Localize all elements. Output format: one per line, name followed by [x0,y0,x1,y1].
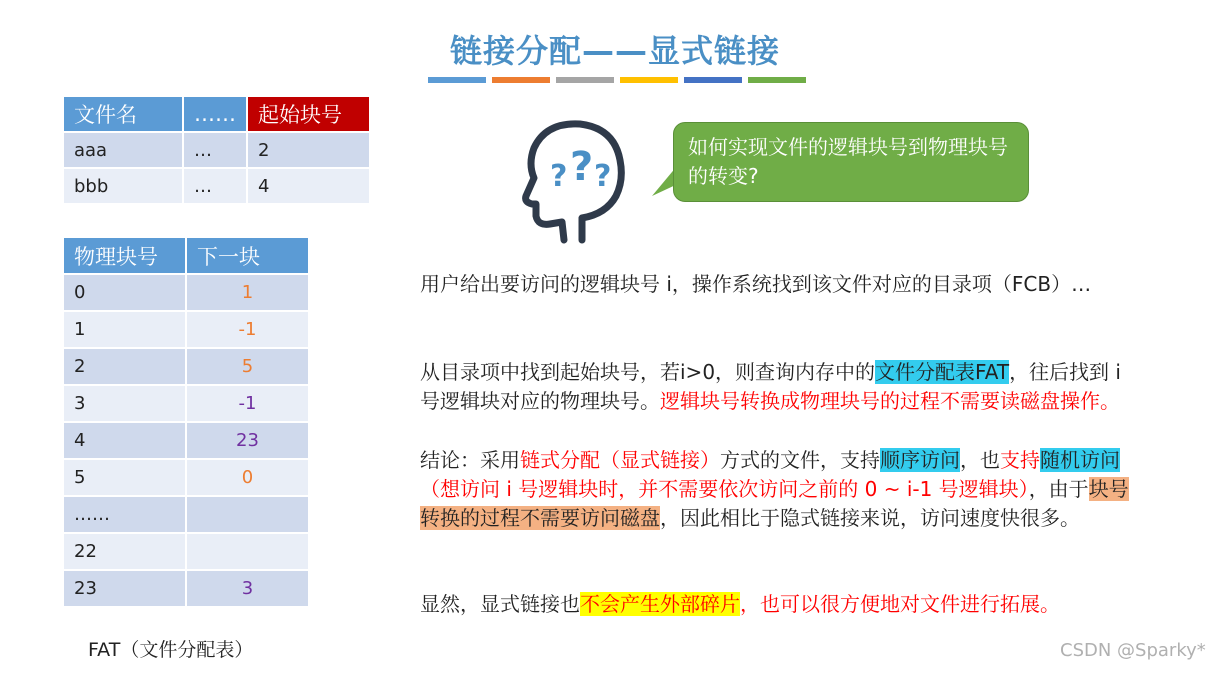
text-span: ，也 [960,448,1000,472]
cell-ellipsis: … [183,132,247,168]
highlight-no-fragment: 不会产生外部碎片 [580,592,740,616]
text-span: ，往后找到 i 号逻辑块对应的物理块号。 [420,360,1121,413]
header-ellipsis: …… [183,96,247,132]
paragraph-4 [420,590,1142,619]
text-span: 显然，显式链接也 [420,592,580,616]
cell-block: 23 [63,570,186,607]
table-row [63,348,309,385]
header-next-block: 下一块 [186,237,309,274]
cell-next: 3 [186,570,309,607]
cell-next: 0 [186,459,309,496]
cell-filename: aaa [63,132,183,168]
table-row [63,385,309,422]
svg-text:?: ? [570,144,594,190]
cell-block: 22 [63,533,186,570]
red-text: 支持 [1000,448,1040,472]
table-row [63,274,309,311]
cell-start-block: 4 [247,168,370,204]
red-text: 逻辑块号转换成物理块号的过程不需要读磁盘操作。 [660,389,1120,413]
cell-block: 0 [63,274,186,311]
highlight-no-disk: 块号转换的过程不需要访问磁盘 [420,477,1129,530]
paragraph-3 [420,446,1142,533]
red-text: （想访问 i 号逻辑块时，并不需要依次访问之前的 0 ~ i-1 号逻辑块） [420,477,1029,501]
fat-caption: FAT（文件分配表） [88,639,254,661]
highlight-sequential: 顺序访问 [880,448,960,472]
cell-block: 2 [63,348,186,385]
highlight-fat: 文件分配表FAT [875,360,1010,384]
cell-next: -1 [186,385,309,422]
thinking-head-question-icon [520,118,640,248]
cell-next: 23 [186,422,309,459]
text-span: ，由于 [1028,477,1089,501]
watermark: CSDN @Sparky* [1060,640,1206,661]
page-title: 链接分配——显式链接 [449,32,780,70]
stripe-segment [620,77,678,83]
table-row [63,422,309,459]
header-physical-block: 物理块号 [63,237,186,274]
paragraph-2 [420,358,1142,416]
cell-next: 1 [186,274,309,311]
header-start-block: 起始块号 [247,96,370,132]
cell-block: 5 [63,459,186,496]
cell-block: 1 [63,311,186,348]
speech-bubble: 如何实现文件的逻辑块号到物理块号的转变? [673,122,1029,202]
cell-block: …… [63,496,186,533]
table-row [63,496,309,533]
stripe-segment [428,77,486,83]
cell-ellipsis: … [183,168,247,204]
red-text: ，也可以很方便地对文件进行拓展。 [740,592,1060,616]
table-row [63,570,309,607]
table-row [63,459,309,496]
cell-next [186,533,309,570]
header-filename: 文件名 [63,96,183,132]
highlight-random: 随机访问 [1040,448,1120,472]
cell-start-block: 2 [247,132,370,168]
text-span: 结论：采用 [420,448,520,472]
stripe-segment [748,77,806,83]
cell-filename: bbb [63,168,183,204]
cell-block: 4 [63,422,186,459]
table-row [63,533,309,570]
table-row [63,168,370,204]
title-underline-stripes [428,77,806,83]
svg-text:?: ? [594,159,612,194]
text-span: 从目录项中找到起始块号，若i>0，则查询内存中的 [420,360,876,384]
text-span: ，因此相比于隐式链接来说，访问速度快很多。 [660,506,1080,530]
directory-table [62,95,371,205]
cell-next: 5 [186,348,309,385]
paragraph-1: 用户给出要访问的逻辑块号 i，操作系统找到该文件对应的目录项（FCB）… [420,272,1092,296]
red-text: 链式分配（显式链接） [520,448,720,472]
text-span: 方式的文件，支持 [720,448,880,472]
svg-text:?: ? [550,159,568,194]
table-row [63,132,370,168]
cell-block: 3 [63,385,186,422]
stripe-segment [492,77,550,83]
cell-next: -1 [186,311,309,348]
cell-next [186,496,309,533]
stripe-segment [556,77,614,83]
stripe-segment [684,77,742,83]
table-row [63,311,309,348]
fat-table [62,236,310,608]
